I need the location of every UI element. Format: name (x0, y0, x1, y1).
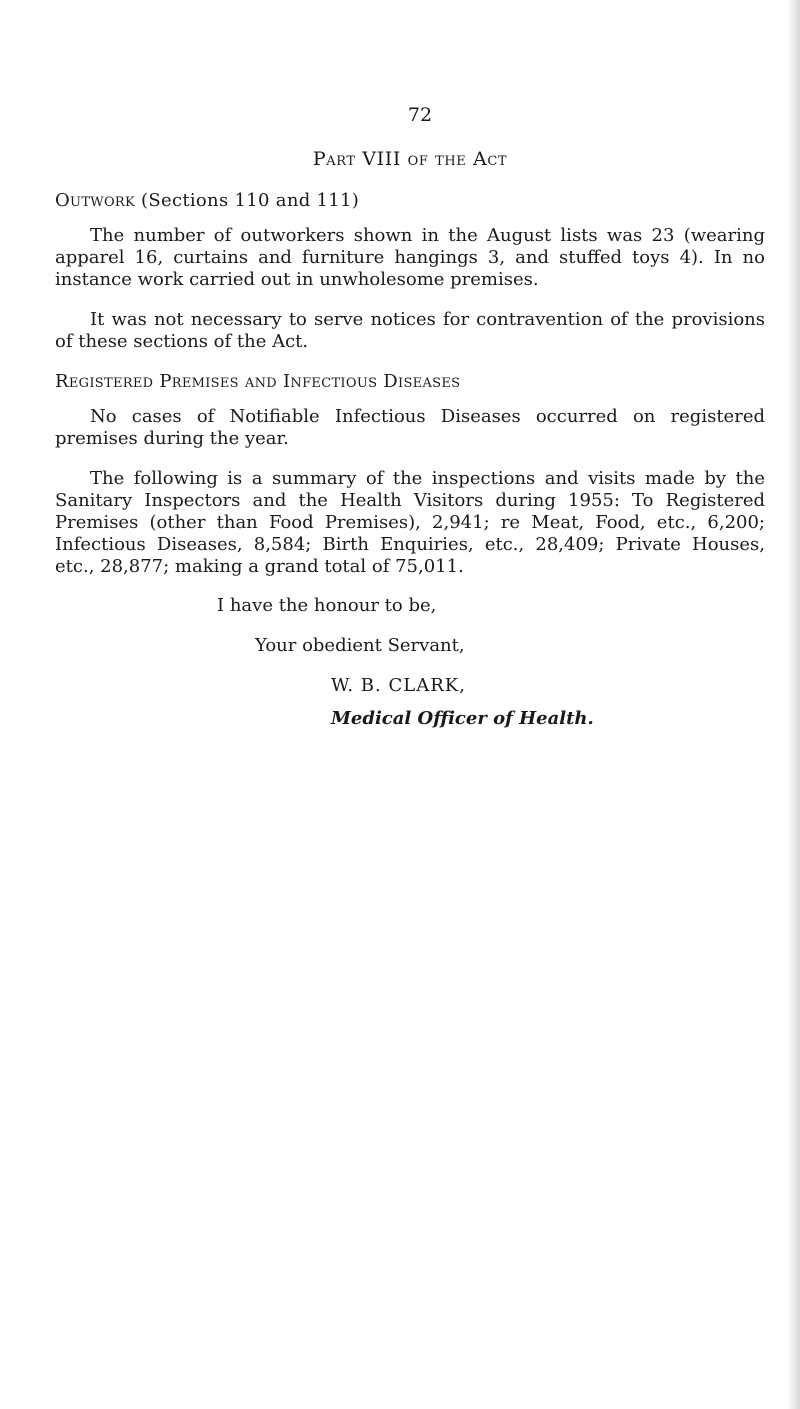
signature-title: Medical Officer of Health. (331, 708, 594, 729)
document-page (55, 104, 765, 729)
page-number: 72 (407, 104, 433, 126)
outwork-paragraph-1: The number of outworkers shown in the August lists was 23 (wearing apparel 16, curtains and furniture hangings 3, and stuffed toys 4). In no instance work carried out in unwholesome premises. (55, 225, 765, 290)
signature-name: W. B. CLARK, (331, 675, 466, 696)
part-title: Part VIII of the Act (312, 148, 508, 170)
registered-premises-heading: Registered Premises and Infectious Diseases (55, 371, 461, 392)
outwork-heading (55, 190, 765, 211)
registered-paragraph-1: No cases of Notifiable Infectious Diseases occurred on registered premises during the year. (55, 406, 765, 449)
outwork-heading-suffix: (Sections 110 and 111) (135, 190, 360, 211)
closing-servant-line: Your obedient Servant, (255, 635, 465, 656)
closing-honour-line: I have the honour to be, (217, 595, 437, 616)
outwork-heading-label: Outwork (55, 190, 136, 211)
page-edge-shadow (786, 0, 800, 1409)
outwork-paragraph-2: It was not necessary to serve notices for contravention of the provisions of these sections of the Act. (55, 309, 765, 352)
registered-paragraph-2: The following is a summary of the inspections and visits made by the Sanitary Inspectors and the Health Visitors during 1955: To Registered Premises (other than Food Premises), 2,941; re Meat, Food, etc., 6,200; Infectious Diseases, 8,584; Birth Enquiries, etc., 28,409; Private Houses, etc., 28,877; making a grand total of 75,011. (55, 468, 765, 577)
